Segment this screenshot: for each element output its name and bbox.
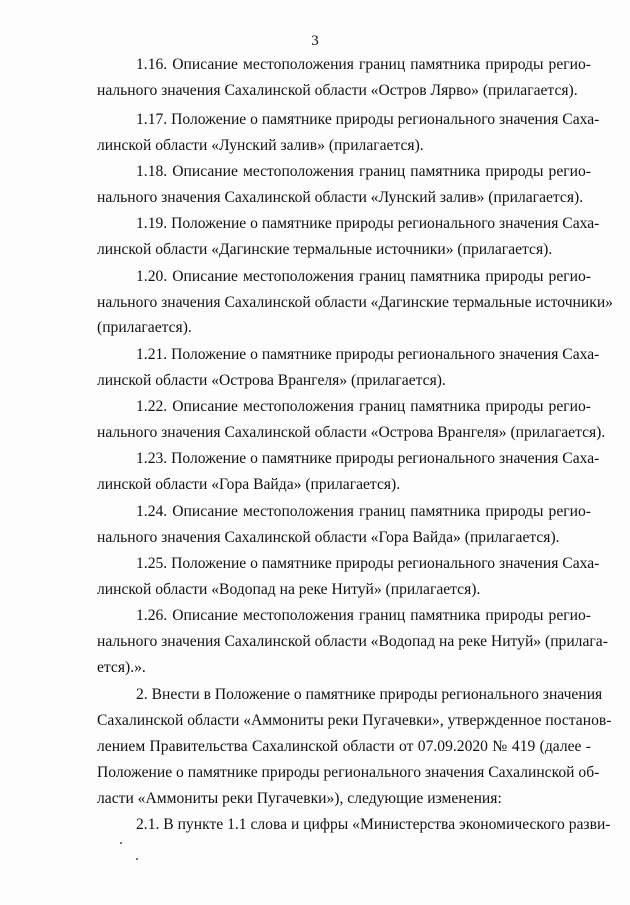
- paragraph-line: нального значения Сахалинской области «Дагинские термальные источники»: [97, 294, 613, 311]
- paragraph-line: лением Правительства Сахалинской области от 07.09.2020 № 419 (далее -: [97, 738, 591, 755]
- paragraph-line: ется).».: [97, 659, 146, 676]
- scan-speck: [136, 858, 138, 860]
- paragraph-line: Положение о памятнике природы регионального значения Сахалинской об-: [97, 764, 600, 781]
- paragraph-line: ласти «Аммониты реки Пугачевки»), следующие изменения:: [97, 790, 502, 807]
- paragraph-line: 1.19. Положение о памятнике природы регионального значения Саха-: [136, 215, 600, 232]
- paragraph-line: нального значения Сахалинской области «Водопад на реке Нитуй» (прилага-: [97, 633, 608, 650]
- paragraph-line: линской области «Лунский залив» (прилагается).: [97, 137, 424, 154]
- paragraph-line: линской области «Острова Врангеля» (прилагается).: [97, 372, 446, 389]
- paragraph-line: нального значения Сахалинской области «Лунский залив» (прилагается).: [97, 189, 584, 206]
- paragraph-line: (прилагается).: [97, 319, 192, 336]
- paragraph-line: линской области «Дагинские термальные источники» (прилагается).: [97, 241, 553, 258]
- scan-speck: [120, 842, 122, 844]
- paragraph-line: 2.1. В пункте 1.1 слова и цифры «Министерства экономического разви-: [136, 816, 611, 833]
- paragraph-line: 2. Внести в Положение о памятнике природы регионального значения: [136, 686, 603, 703]
- paragraph-line: 1.23. Положение о памятнике природы регионального значения Саха-: [136, 450, 600, 467]
- paragraph-line: нального значения Сахалинской области «Острова Врангеля» (прилагается).: [97, 424, 606, 441]
- paragraph-line: 1.16. Описание местоположения границ памятника природы регио-: [136, 56, 591, 73]
- paragraph-line: 1.26. Описание местоположения границ памятника природы регио-: [136, 607, 591, 624]
- paragraph-line: 1.24. Описание местоположения границ памятника природы регио-: [136, 503, 591, 520]
- paragraph-line: линской области «Водопад на реке Нитуй» (прилагается).: [97, 581, 481, 598]
- paragraph-line: 1.20. Описание местоположения границ памятника природы регио-: [136, 268, 591, 285]
- paragraph-line: Сахалинской области «Аммониты реки Пугачевки», утвержденное постанов-: [97, 712, 612, 729]
- page-number: 3: [311, 33, 319, 49]
- paragraph-line: 1.25. Положение о памятнике природы регионального значения Саха-: [136, 555, 600, 572]
- paragraph-line: нального значения Сахалинской области «Гора Вайда» (прилагается).: [97, 529, 560, 546]
- paragraph-line: 1.18. Описание местоположения границ памятника природы регио-: [136, 163, 591, 180]
- paragraph-line: линской области «Гора Вайда» (прилагается).: [97, 476, 401, 493]
- paragraph-line: 1.17. Положение о памятнике природы регионального значения Саха-: [136, 111, 600, 128]
- paragraph-line: 1.21. Положение о памятнике природы регионального значения Саха-: [136, 346, 600, 363]
- paragraph-line: нального значения Сахалинской области «Остров Лярво» (прилагается).: [97, 82, 578, 99]
- paragraph-line: 1.22. Описание местоположения границ памятника природы регио-: [136, 398, 591, 415]
